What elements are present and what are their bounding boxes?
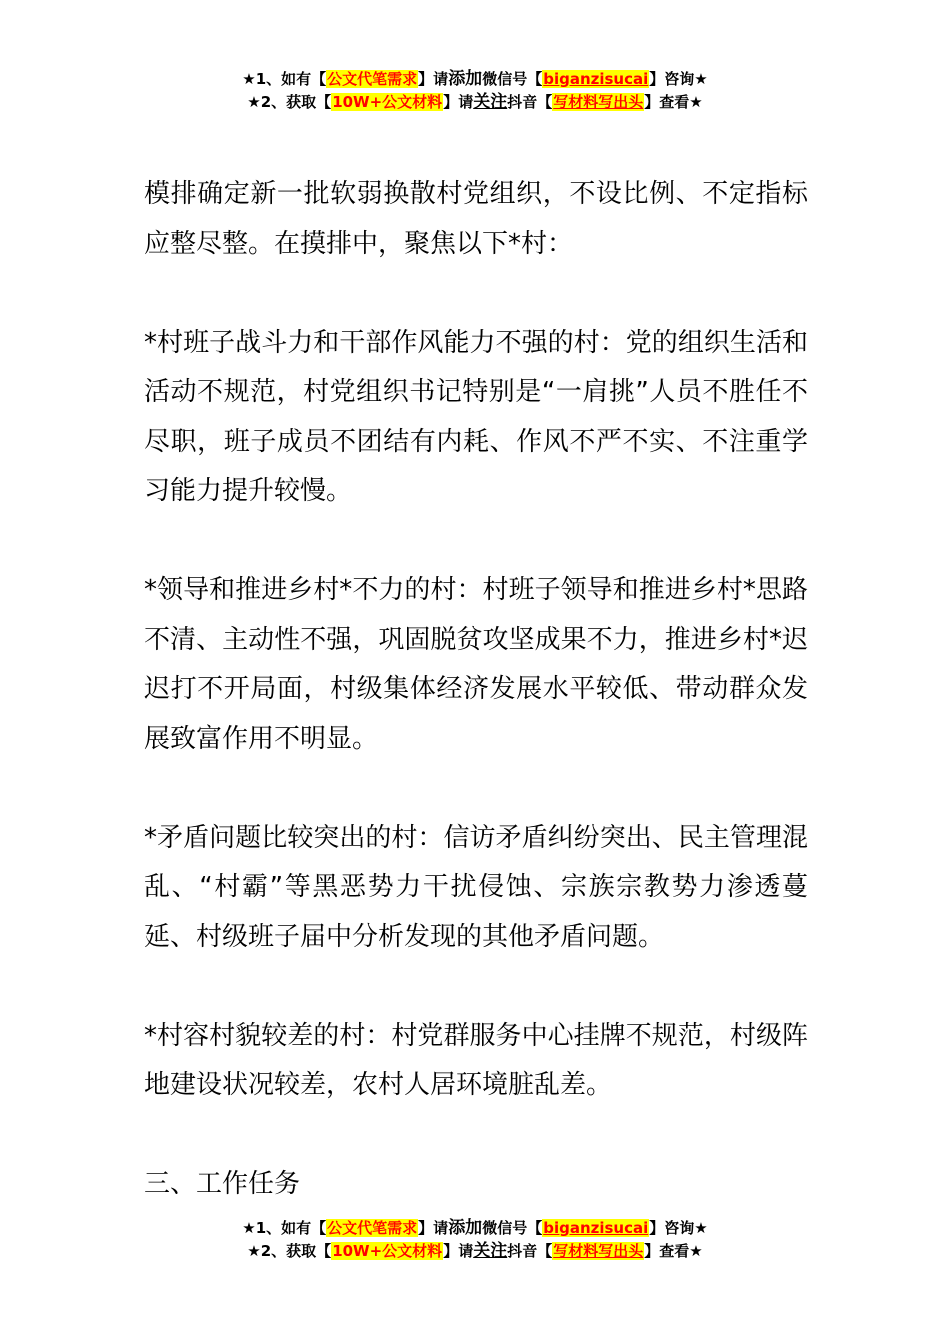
douyin-account-link[interactable]: 写材料写出头	[553, 1242, 644, 1260]
banner-emphasis: 添加	[448, 1218, 483, 1238]
banner-text: 微信号【	[482, 1219, 543, 1237]
wechat-id-link[interactable]: biganzisucai	[543, 70, 649, 88]
banner-emphasis: 关注	[473, 1241, 508, 1261]
banner-line-1	[0, 68, 950, 91]
banner-text: 】请	[418, 1219, 449, 1237]
footer-banner	[0, 1217, 950, 1263]
section-heading: 三、工作任务	[144, 1169, 301, 1199]
douyin-account-link[interactable]: 写材料写出头	[553, 93, 644, 111]
banner-text: 】查看★	[644, 93, 703, 111]
banner-text: 】查看★	[644, 1242, 703, 1260]
banner-text: ★2、获取【	[247, 1242, 332, 1260]
banner-emphasis: 添加	[448, 69, 483, 89]
banner-text: 微信号【	[482, 70, 543, 88]
banner-text: 抖音【	[507, 1242, 553, 1260]
banner-line-1	[0, 1217, 950, 1240]
paragraph: *领导和推进乡村*不力的村：村班子领导和推进乡村*思路不清、主动性不强，巩固脱贫攻坚成果不力，推进乡村*迟迟打不开局面，村级集体经济发展水平较低、带动群众发展致富作用不明显。	[144, 575, 808, 754]
banner-line-2	[0, 91, 950, 114]
banner-line-2	[0, 1240, 950, 1263]
banner-text: 】咨询★	[649, 70, 708, 88]
banner-text: ★2、获取【	[247, 93, 332, 111]
banner-text: 】咨询★	[649, 1219, 708, 1237]
banner-text: 】请	[418, 70, 449, 88]
banner-text: 抖音【	[507, 93, 553, 111]
banner-highlight: 公文代笔需求	[327, 1219, 418, 1237]
banner-highlight: 10W+公文材料	[332, 1242, 443, 1260]
banner-text: ★1、如有【	[242, 70, 327, 88]
banner-emphasis: 关注	[473, 92, 508, 112]
paragraph: 模排确定新一批软弱换散村党组织，不设比例、不定指标应整尽整。在摸排中，聚焦以下*村：	[144, 179, 808, 259]
paragraph: *矛盾问题比较突出的村：信访矛盾纠纷突出、民主管理混乱、“村霸”等黑恶势力干扰侵蚀、宗族宗教势力渗透蔓延、村级班子届中分析发现的其他矛盾问题。	[144, 822, 808, 952]
banner-text: ★1、如有【	[242, 1219, 327, 1237]
paragraph: *村容村貌较差的村：村党群服务中心挂牌不规范，村级阵地建设状况较差，农村人居环境脏乱差。	[144, 1020, 808, 1100]
banner-text: 】请	[443, 1242, 474, 1260]
banner-highlight: 10W+公文材料	[332, 93, 443, 111]
paragraph: *村班子战斗力和干部作风能力不强的村：党的组织生活和活动不规范，村党组织书记特别是“一肩挑”人员不胜任不尽职，班子成员不团结有内耗、作风不严不实、不注重学习能力提升较慢。	[144, 327, 808, 506]
header-banner	[0, 68, 950, 114]
banner-highlight: 公文代笔需求	[327, 70, 418, 88]
document-body	[144, 170, 808, 1210]
banner-text: 】请	[443, 93, 474, 111]
wechat-id-link[interactable]: biganzisucai	[543, 1219, 649, 1237]
